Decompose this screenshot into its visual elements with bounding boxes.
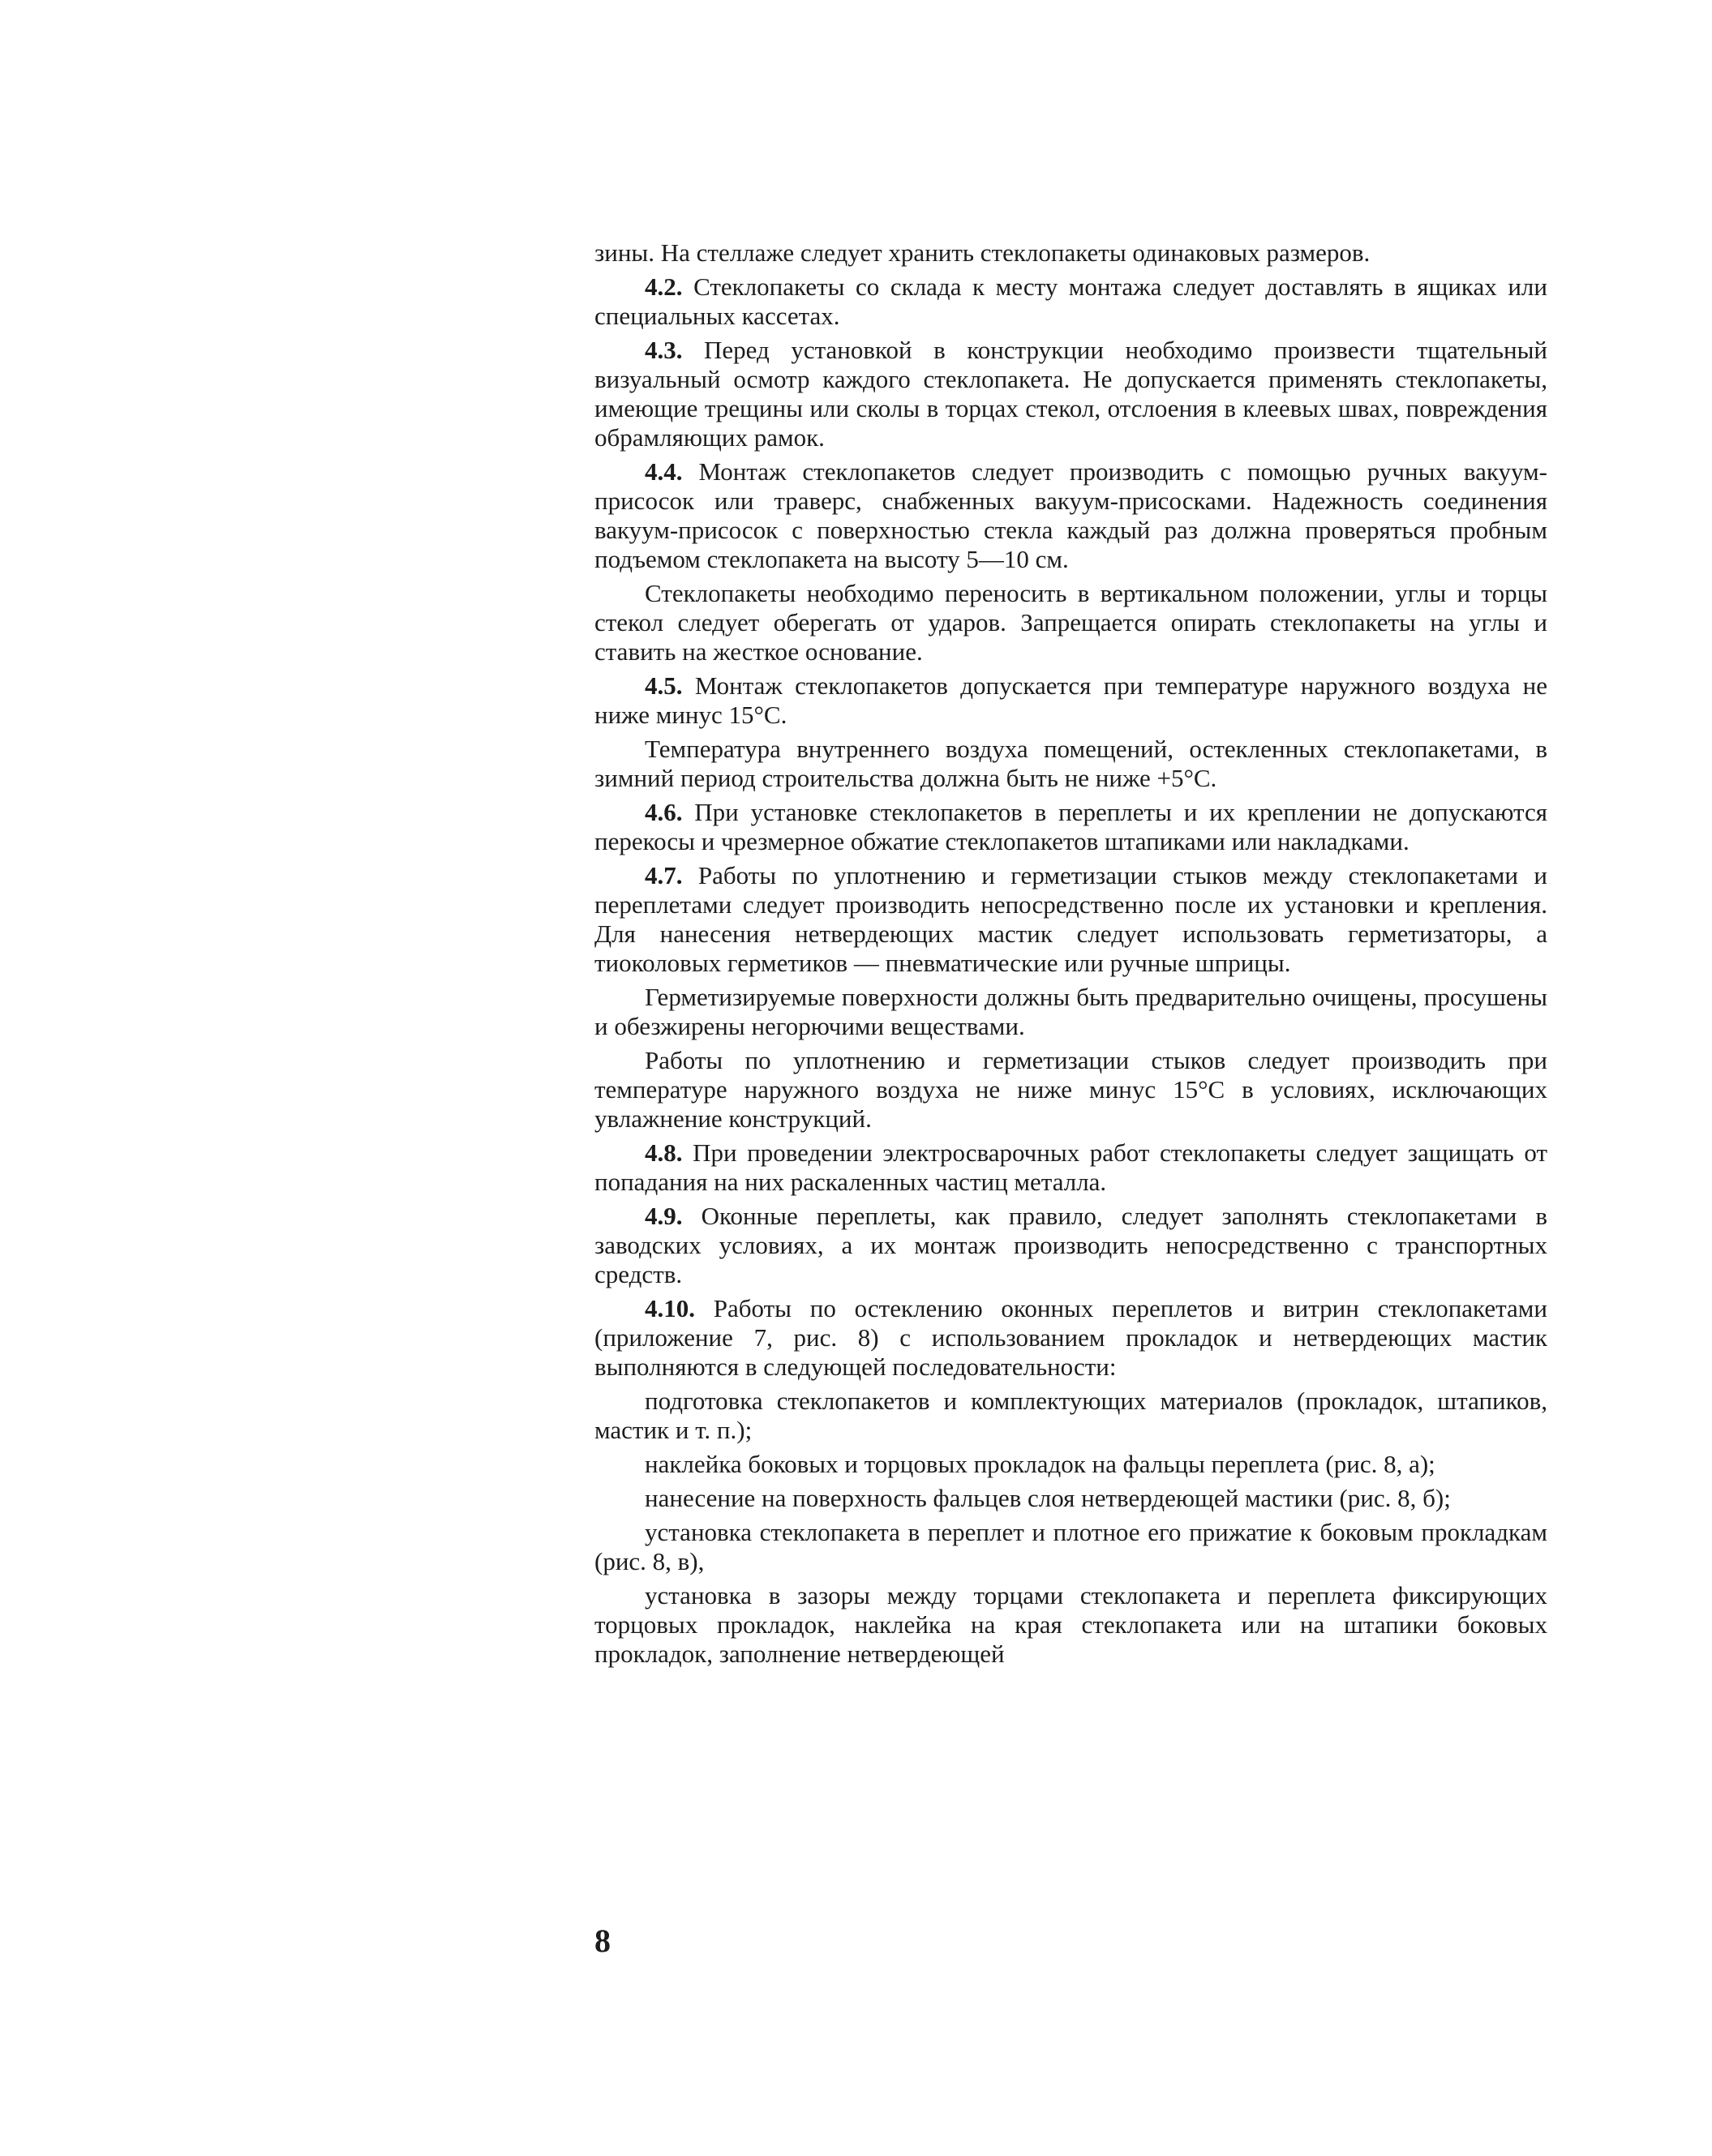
page-number: 8 <box>594 1922 611 1959</box>
list-item-end-gaskets: установка в зазоры между торцами стеклопакета и переплета фиксирующих торцовых прокладок, наклейка на края стеклопакета или на штапики боковых прокладок, заполнение нетвердеющей <box>594 1581 1547 1668</box>
clause-number: 4.8. <box>645 1138 683 1167</box>
paragraph-4-2: 4.2. Стеклопакеты со склада к месту монтажа следует доставлять в ящиках или специальных кассетах. <box>594 272 1547 330</box>
paragraph-4-7-cont-1: Герметизируемые поверхности должны быть предварительно очищены, просушены и обезжирены негорючими веществами. <box>594 983 1547 1040</box>
paragraph-4-3: 4.3. Перед установкой в конструкции необходимо произвести тщательный визуальный осмотр каждого стеклопакета. Не допускается применять стеклопакеты, имеющие трещины или сколы в торцах стекол, отслоения в клеевых швах, повреждения обрамляющих рамок. <box>594 336 1547 452</box>
paragraph-4-4: 4.4. Монтаж стеклопакетов следует производить с помощью ручных вакуум-присосок или траверс, снабженных вакуум-присосками. Надежность соединения вакуум-присосок с поверхностью стекла каждый раз должна проверяться пробным подъемом стеклопакета на высоту 5—10 см. <box>594 457 1547 573</box>
paragraph-4-4-cont: Стеклопакеты необходимо переносить в вертикальном положении, углы и торцы стекол следует оберегать от ударов. Запрещается опирать стеклопакеты на углы и ставить на жесткое основание. <box>594 579 1547 666</box>
clause-number: 4.4. <box>645 457 683 486</box>
list-item-gasket-gluing: наклейка боковых и торцовых прокладок на фальцы переплета (рис. 8, а); <box>645 1450 1435 1478</box>
paragraph-4-5: 4.5. Монтаж стеклопакетов допускается при температуре наружного воздуха не ниже минус 15°С. <box>594 671 1547 729</box>
clause-number: 4.3. <box>645 336 683 364</box>
list-item-preparation: подготовка стеклопакетов и комплектующих материалов (прокладок, штапиков, мастик и т. п.); <box>594 1387 1547 1444</box>
clause-number: 4.2. <box>645 272 683 301</box>
paragraph-4-10: 4.10. Работы по остеклению оконных переплетов и витрин стеклопакетами (приложение 7, рис. 8) с использованием прокладок и нетвердеющих мастик выполняются в следующей последовательности: <box>594 1294 1547 1381</box>
clause-number: 4.6. <box>645 798 683 826</box>
paragraph-4-7-cont-2: Работы по уплотнению и герметизации стыков следует производить при температуре наружного воздуха не ниже минус 15°С в условиях, исключающих увлажнение конструкций. <box>594 1046 1547 1133</box>
paragraph-4-9: 4.9. Оконные переплеты, как правило, следует заполнять стеклопакетами в заводских условиях, а их монтаж производить непосредственно с транспортных средств. <box>594 1202 1547 1288</box>
clause-number: 4.7. <box>645 861 683 889</box>
list-item-unit-installation: установка стеклопакета в переплет и плотное его прижатие к боковым прокладкам (рис. 8, в), <box>594 1518 1547 1575</box>
list-item-mastic-application: нанесение на поверхность фальцев слоя нетвердеющей мастики (рис. 8, б); <box>645 1484 1451 1512</box>
paragraph-4-6: 4.6. При установке стеклопакетов в переплеты и их креплении не допускаются перекосы и чрезмерное обжатие стеклопакетов штапиками или накладками. <box>594 798 1547 855</box>
paragraph-4-8: 4.8. При проведении электросварочных работ стеклопакеты следует защищать от попадания на них раскаленных частиц металла. <box>594 1138 1547 1196</box>
paragraph-4-5-cont: Температура внутреннего воздуха помещений, остекленных стеклопакетами, в зимний период строительства должна быть не ниже +5°С. <box>594 735 1547 792</box>
clause-number: 4.5. <box>645 671 683 700</box>
clause-number: 4.9. <box>645 1202 683 1230</box>
paragraph-continuation: зины. На стеллаже следует хранить стеклопакеты одинаковых размеров. <box>594 238 1371 267</box>
paragraph-4-7: 4.7. Работы по уплотнению и герметизации стыков между стеклопакетами и переплетами следует производить непосредственно после их установки и крепления. Для нанесения нетвердеющих мастик следует использовать герметизаторы, а тиоколовых герметиков — пневматические или ручные шприцы. <box>594 861 1547 977</box>
clause-number: 4.10. <box>645 1294 695 1322</box>
body-text <box>594 238 1547 1674</box>
